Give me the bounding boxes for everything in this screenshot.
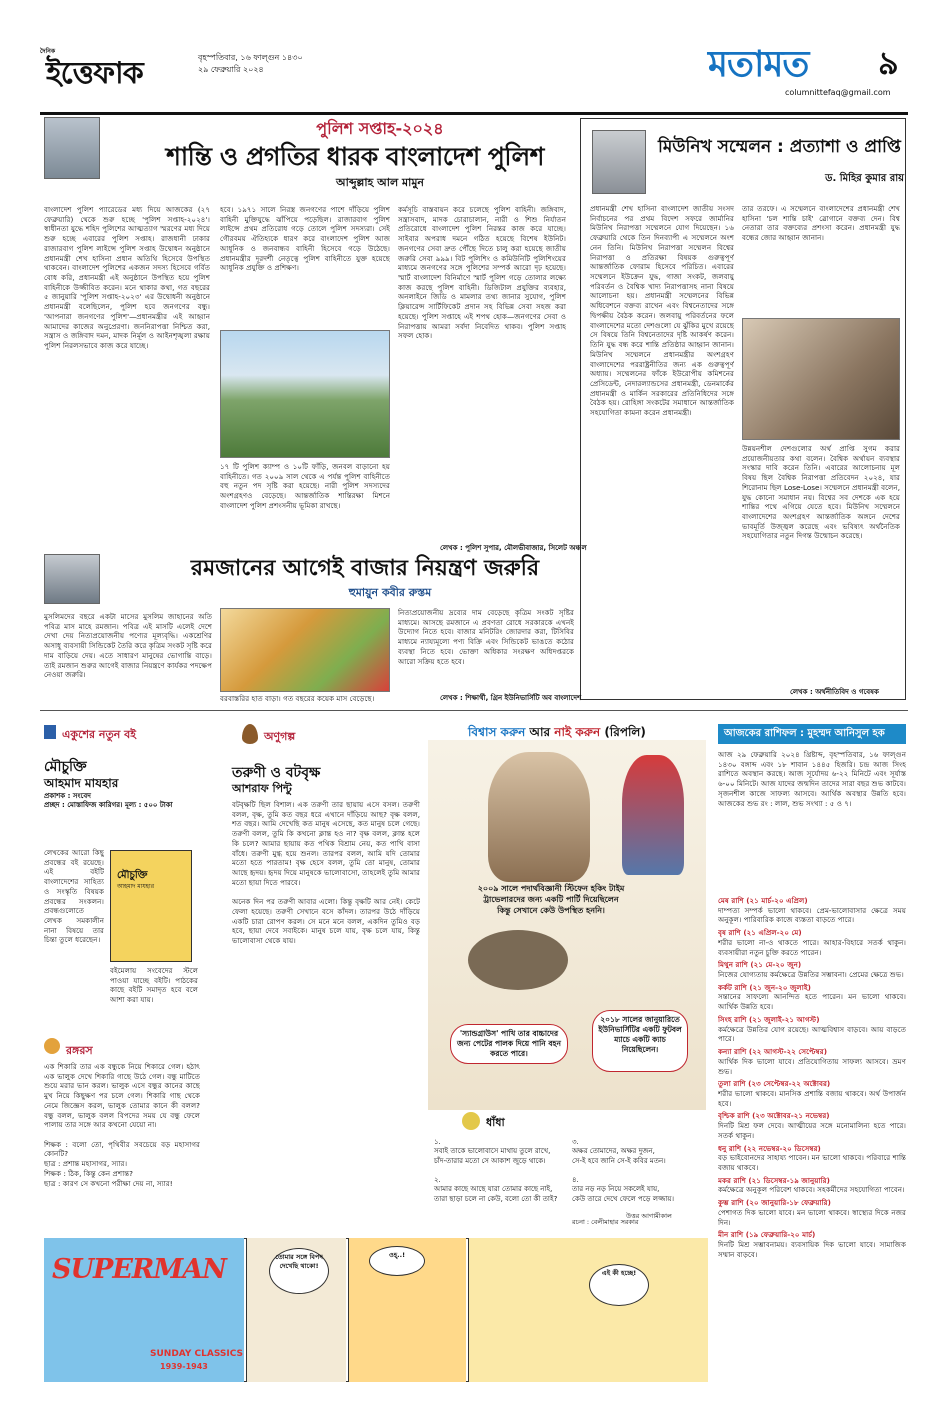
riddle-text: ৩. অক্ষর তোমাদের, অক্ষর দুজন, সে-ই হবে জানি সে-ই কবির মতন। ৪. তার নড় নড় নিয়ে সকলেই যায়, কেউ তারে দেখে ফেলে পড়ে লজ্জায়। xyxy=(572,1138,674,1203)
horoscope-sign-name: মিথুন রাশি (২১ মে-২০ জুন) xyxy=(718,960,802,970)
article-body-column: বাংলাদেশ পুলিশ প্যারেডের মধ্য দিয়ে আজকের (২৭ ফেব্রুয়ারি) থেকে শুরু হচ্ছে 'পুলিশ সপ্তাহ-২০২৪'। স্বাধীনতা যুদ্ধে শহিদ পুলিশের আত্মত্যাগ স্মরণের মধ্য দিয়ে শুরু হচ্ছে এবারের পুলিশ সপ্তাহ। রাজধানী ঢাকার রাজারবাগ পুলিশ লাইন্সে পুলিশ সপ্তাহ উদ্বোধন অনুষ্ঠানে প্রধানমন্ত্রী শেখ হাসিনা প্রধান অতিথি হিসেবে উপস্থিত থাকবেন। বাংলাদেশ পুলিশের একজন সদস্য হিসেবে গর্বিত বোধ করি, প্রধানমন্ত্রী এই অনুষ্ঠানে উপস্থিত হয়ে পুলিশ বাহিনীকে উজ্জীবিত করেন। মনে থাকার কথা, গত বছরের ৫ জানুয়ারি 'পুলিশ সপ্তাহ-২০২৩' এর উদ্বোধনী অনুষ্ঠানে প্রধানমন্ত্রী বলেছিলেন, পুলিশ হবে জনগণের বন্ধু। 'আপনারা জনগণের পুলিশ'—প্রধানমন্ত্রীর এই আহ্বান আমাদের কাজের অনুপ্রেরণা। জননিরাপত্তা নিশ্চিত করা, সন্ত্রাস ও জঙ্গিবাদ দমন, মাদক নির্মূল ও আইনশৃঙ্খলা রক্ষায় পুলিশ নিরলসভাবে কাজ করে যাচ্ছে। xyxy=(44,205,210,351)
horoscope-sign-text: দিনটি মিশ্র ফল দেবে। আত্মীয়ের সঙ্গে মনোমালিন্য হতে পারে। সতর্ক থাকুন। xyxy=(718,1121,906,1140)
section-divider xyxy=(40,710,908,711)
horoscope-sign-name: কর্কট রাশি (২১ জুন-২০ জুলাই) xyxy=(718,982,811,992)
micro-story-label: অণুগল্প xyxy=(264,730,296,743)
horoscope-sign-name: কন্যা রাশি (২২ আগস্ট-২২ সেপ্টেম্বর) xyxy=(718,1047,827,1057)
horoscope-sign-text: পেশাগত দিক ভালো যাবে। মন ভালো থাকবে। স্বাস্থ্যের দিকে নজর দিন। xyxy=(718,1207,906,1227)
article-byline: হুমায়ুন কবীর রুস্তম xyxy=(348,586,432,599)
book-publisher xyxy=(44,792,199,811)
police-parade-photo xyxy=(220,330,390,458)
ripley-title xyxy=(468,724,646,740)
speech-bubble: তোমার সঙ্গে বিপদ দেখেছি থাকো! xyxy=(269,1248,329,1294)
author-note: লেখক : অর্থনীতিবিদ ও গবেষক xyxy=(790,688,879,696)
logo-text: ইত্তেফাক xyxy=(46,56,143,91)
football-player-illustration xyxy=(622,755,684,875)
article-body-column: প্রধানমন্ত্রী শেখ হাসিনা বাংলাদেশ জাতীয় সংসদ নির্বাচনের পর প্রথম বিদেশ সফরে জার্মানির মিউনিখ নিরাপত্তা সম্মেলনে যোগ দিয়েছেন। ১৬ ফেব্রুয়ারি থেকে তিন দিনব্যাপী এ সম্মেলনে অংশ নেন তিনি। মিউনিখ নিরাপত্তা সম্মেলন বিশ্বের নিরাপত্তা ও প্রতিরক্ষা বিষয়ক গুরুত্বপূর্ণ আন্তর্জাতিক ফোরাম হিসেবে পরিচিত। এবারের সম্মেলনে ইউক্রেন যুদ্ধ, গাজা সংকট, জলবায়ু পরিবর্তন ও বৈশ্বিক খাদ্য নিরাপত্তাসহ নানা বিষয়ে আলোচনা হয়। প্রধানমন্ত্রী সম্মেলনের বিভিন্ন অধিবেশনে বক্তব্য রাখেন এবং বিশ্বনেতাদের সঙ্গে দ্বিপক্ষীয় বৈঠক করেন। জলবায়ু পরিবর্তনের ফলে বাংলাদেশের মতো দেশগুলো যে ঝুঁকির মুখে রয়েছে সে বিষয়ে তিনি বিশ্বনেতাদের দৃষ্টি আকর্ষণ করেন। তিনি যুদ্ধ বন্ধ করে শান্তি প্রতিষ্ঠার আহ্বান জানান। মিউনিখ সম্মেলনে প্রধানমন্ত্রীর অংশগ্রহণ বাংলাদেশের পররাষ্ট্রনীতির জন্য এক গুরুত্বপূর্ণ অধ্যায়। সম্মেলনের ফাঁকে ইউরোপীয় কমিশনের প্রেসিডেন্ট, নেদারল্যান্ডসের প্রধানমন্ত্রী, ডেনমার্কের প্রধানমন্ত্রী ও মার্কিন সরকারের প্রতিনিধিদের সঙ্গে বৈঠক হয়। রোহিঙ্গা সংকটের সমাধানে আন্তর্জাতিক সহযোগিতা কামনা করেন প্রধানমন্ত্রী। xyxy=(590,204,734,418)
market-price-photo xyxy=(220,608,390,692)
book-author: আহমাদ মাযহার xyxy=(44,776,119,790)
horoscope-sign-name: ধনু রাশি (২২ নভেম্বর-২০ ডিসেম্বর) xyxy=(718,1143,821,1153)
superman-logo: SUPERMAN xyxy=(52,1254,226,1285)
horoscope-sign-text: নিজের যোগ্যতায় কর্মক্ষেত্রে উন্নতির সম্ভাবনা। প্রেমের ক্ষেত্রে শুভ। xyxy=(718,970,904,980)
ripley-title-part: নাই করুন xyxy=(554,725,601,739)
section-title: মতামত xyxy=(708,43,809,85)
date-bangla: বৃহস্পতিবার, ১৬ ফাল্গুন ১৪৩০ xyxy=(198,53,303,62)
book-cover-title: মৌচুক্তি xyxy=(117,870,148,881)
comic-subtitle: SUNDAY CLASSICS xyxy=(150,1349,244,1359)
horoscope-sign-text: কর্মক্ষেত্রে অনুকূল পরিবেশ থাকবে। সহকর্মীদের সহযোগিতা পাবেন। xyxy=(718,1185,905,1195)
horoscope-sign-name: তুলা রাশি (২৩ সেপ্টেম্বর-২২ অক্টোবর) xyxy=(718,1079,831,1089)
book-price: প্রচ্ছদ : মোস্তাফিজ কারিগর। মূল্য : ৫০০ টাকা xyxy=(44,801,173,810)
speech-bubble: এই কী হচ্ছে! xyxy=(589,1264,649,1306)
book-cover-author: আহমাদ মাযহার xyxy=(117,883,155,890)
article-body-column: ১৭ টি পুলিশ ক্যাম্প ও ১০টি ফাঁড়ি, জনবল বাড়ানো হয় বাহিনীতে। গত ২০০৯ সাল থেকে এ পর্যন্ত পুলিশ বাহিনীতে বহু নতুন পদ সৃষ্টি করা হয়েছে। নারী পুলিশ সদস্যদের অংশগ্রহণও বেড়েছে। আন্তর্জাতিক শান্তিরক্ষা মিশনে বাংলাদেশ পুলিশ প্রশংসনীয় ভূমিকা রাখছে। xyxy=(220,462,390,510)
book-section-label: একুশের নতুন বই xyxy=(62,728,136,741)
speech-bubble: ওহ্‌..! xyxy=(369,1246,425,1276)
author-note: লেখক : শিক্ষার্থী, গ্রিন ইউনিভার্সিটি অব বাংলাদেশ xyxy=(440,694,582,702)
horoscope-sign-text: বড় ভাইবোনদের সাহায্য পাবেন। মন ভালো থাকবে। পরিবারে শান্তি বজায় থাকবে। xyxy=(718,1153,906,1172)
author-photo xyxy=(44,554,100,604)
horoscope-sign-name: সিংহ রাশি (২১ জুলাই-২১ আগস্ট) xyxy=(718,1014,820,1024)
article-body-column: কর্মসূচি বাস্তবায়ন করে চলেছে পুলিশ বাহিনী। জঙ্গিবাদ, সন্ত্রাসবাদ, মাদক চোরাচালান, নারী ও শিশু নির্যাতন প্রতিরোধে বাংলাদেশ পুলিশ নিরন্তর কাজ করে যাচ্ছে। সাইবার অপরাধ দমনে গঠিত হয়েছে বিশেষ ইউনিট। জনগণের সেবা দ্রুত পৌঁছে দিতে চালু করা হয়েছে জাতীয় জরুরি সেবা ৯৯৯। বিট পুলিশিং ও কমিউনিটি পুলিশিংয়ের মাধ্যমে জনগণের সঙ্গে পুলিশের সম্পর্ক আরো দৃঢ় হয়েছে। স্মার্ট বাংলাদেশ বিনির্মাণে স্মার্ট পুলিশ গড়ে তোলার লক্ষ্যে কাজ করছে পুলিশ বাহিনী। ডিজিটাল প্রযুক্তির ব্যবহার, অনলাইনে জিডি ও মামলার তথ্য জানার সুযোগ, পুলিশ ক্লিয়ারেন্স সার্টিফিকেট প্রদান সহ বিভিন্ন সেবা সহজ করা হয়েছে। পুলিশ সপ্তাহে এই শপথ হোক—জনগণের সেবা ও নিরাপত্তায় আমরা সর্বদা নিবেদিত থাকব। পুলিশ সপ্তাহ সফল হোক। xyxy=(398,205,566,341)
book-review-text: লেখকের আরো কিছু প্রবন্ধের বই রয়েছে। এই বইটি বাংলাদেশের সাহিত্য ও সংস্কৃতি বিষয়ক প্রবন্ধের সংকলন। প্রবন্ধগুলোতে লেখক সমকালীন নানা বিষয়ে তার চিন্তা তুলে ধরেছেন। xyxy=(44,848,104,945)
comic-years: 1939-1943 xyxy=(160,1362,208,1371)
horoscope-sign-text: সন্তানের সাফল্যে আনন্দিত হতে পারেন। মন ভালো থাকবে। আর্থিক উন্নতি হবে। xyxy=(718,992,906,1012)
book-icon xyxy=(44,725,56,739)
stephen-hawking-illustration xyxy=(488,752,590,882)
horoscope-sign-text: দিনটি মিশ্র সম্ভাবনাময়। ব্যবসায়িক দিক ভালো যাবে। সামাজিক সম্মান বাড়বে। xyxy=(718,1240,906,1259)
article-byline: আব্দুল্লাহ আল মামুন xyxy=(335,176,424,189)
author-photo xyxy=(44,117,100,179)
horoscope-sign-name: বৃশ্চিক রাশি (২৩ অক্টোবর-২১ নভেম্বর) xyxy=(718,1111,830,1121)
horoscope-sign-text: কর্মক্ষেত্রে উন্নতির যোগ রয়েছে। আত্মবিশ্বাস বাড়বে। আয় বাড়তে পারে। xyxy=(718,1024,906,1044)
horoscope-sign-name: কুম্ভ রাশি (২০ জানুয়ারি-১৮ ফেব্রুয়ারি) xyxy=(718,1198,831,1208)
horoscope-sign-text: শরীর ভালো থাকবে। মানসিক প্রশান্তি বজায় থাকবে। অর্থ উপার্জন হবে। xyxy=(718,1088,906,1108)
comic-panel xyxy=(348,1238,466,1382)
article-kicker: পুলিশ সপ্তাহ-২০২৪ xyxy=(316,119,444,138)
date-box xyxy=(198,52,303,76)
riddle-icon xyxy=(462,1112,480,1130)
column-email[interactable]: columnittefaq@gmail.com xyxy=(785,88,891,97)
date-english: ২৯ ফেব্রুয়ারি ২০২৪ xyxy=(198,65,264,74)
horoscope-sign-name: মেষ রাশি (২১ মার্চ-২০ এপ্রিল) xyxy=(718,896,808,905)
book-review-text: বইমেলায় সংবেদের স্টলে পাওয়া যাচ্ছে বইটি। পাঠকের কাছে বইটি সমাদৃত হবে বলে আশা করা যায়। xyxy=(110,966,198,1005)
micro-story-title[interactable]: তরুণী ও বটবৃক্ষ xyxy=(232,765,321,781)
humor-text: এক শিকারি তার এক বন্ধুকে নিয়ে শিকারে গেল। হঠাৎ এক ভালুক দেখে শিকারি গাছে উঠে গেল। বন্ধু মাটিতে শুয়ে মরার ভান করল। ভালুক এসে বন্ধুর কানের কাছে মুখ নিয়ে কিছুক্ষণ পর চলে গেল। শিকারি গাছ থেকে নেমে জিজ্ঞেস করল, ভালুক তোমার কানে কী বলল? বন্ধু বলল, ভালুক বলল বিপদের সময় যে বন্ধু ফেলে পালায় তার সঙ্গে আর কখনো যেয়ো না। শিক্ষক : বলো তো, পৃথিবীর সবচেয়ে বড় মহাসাগর কোনটি? ছাত্র : প্রশান্ত মহাসাগর, স্যার। শিক্ষক : ঠিক, কিন্তু কেন প্রশান্ত? ছাত্র : কারণ সে কখনো পরীক্ষা দেয় না, স্যার! xyxy=(44,1062,200,1188)
article-body-column: মুসলিমদের বছরে একটা মাসের মুসলিম জাহানের অতি পবিত্র মাস মাহে রমজান। পবিত্র এই মাসটি এলেই দেশে দেখা দেয় নিত্যপ্রয়োজনীয় পণ্যের মূল্যবৃদ্ধি। একশ্রেণির অসাধু ব্যবসায়ী সিন্ডিকেট তৈরি করে কৃত্রিম সংকট সৃষ্টি করে দাম বাড়িয়ে দেয়। এতে সাধারণ মানুষের ভোগান্তি বাড়ে। তাই রমজান শুরুর আগেই বাজার নিয়ন্ত্রণে কার্যকর পদক্ষেপ নেওয়া জরুরি। xyxy=(44,612,212,680)
ripley-title-part: আর xyxy=(529,725,551,739)
masthead xyxy=(40,38,908,118)
ripley-caption: ২০০৯ সালে পদার্থবিজ্ঞানী স্টিফেন হকিং টাইম ট্রাভেলারদের জন্য একটি পার্টি দিয়েছিলেন কিন্তু সেখানে কেউ উপস্থিত হননি। xyxy=(477,884,625,915)
book-publisher-name: প্রকাশক : সংবেদ xyxy=(44,792,91,800)
article-headline[interactable]: রমজানের আগেই বাজার নিয়ন্ত্রণ জরুরি xyxy=(190,555,540,581)
micro-story-author: আশরাফ পিন্টু xyxy=(232,782,292,795)
article-body-column: উন্নয়নশীল দেশগুলোর অর্থ প্রাপ্তি সুগম করার প্রয়োজনীয়তার কথা বলেন। বৈশ্বিক অর্থায়ন ব্যবস্থার সংস্কার দাবি করেন তিনি। এবারের আলোচনায় মূল বিষয় ছিল বৈশ্বিক নিরাপত্তা প্রতিবেদন ২০২৪, যার শিরোনাম ছিল Lose-Lose। সম্মেলনে প্রধানমন্ত্রী বলেন, যুদ্ধ কোনো সমাধান নয়। বিশ্বের সব দেশকে এক হয়ে শান্তির পথে এগিয়ে যেতে হবে। মিউনিখ সম্মেলনে বাংলাদেশের অংশগ্রহণ আন্তর্জাতিক অঙ্গনে দেশের ভাবমূর্তি উজ্জ্বল করেছে এবং ভবিষ্যৎ অর্থনৈতিক সহযোগিতার নতুন দিগন্ত উন্মোচন করেছে। xyxy=(742,444,900,541)
riddle-credit: রচনা : বেলীমাহার সরকার xyxy=(572,1218,639,1226)
riddle-text: ১. সবাই তাকে ভালোবাসে মাথায় তুলে রাখে, চাঁদ-তারার মতো সে আকাশ জুড়ে থাকে। ২. আমার কাছে আছে যারা তোমার কাছে নাই, তারা ছাড়া চলে না কেউ, বলো তো কী তাই? xyxy=(434,1138,558,1203)
munich-conference-photo xyxy=(742,318,900,440)
horoscope-intro: আজ ২৯ ফেব্রুয়ারি ২০২৪ খ্রিষ্টাব্দ, বৃহস্পতিবার, ১৬ ফাল্গুন ১৪৩০ বঙ্গাব্দ এবং ১৮ শাবান ১৪৪৫ হিজরি। চন্দ্র আজ সিংহ রাশিতে অবস্থান করছে। আজ সূর্যোদয় ৬-২২ মিনিটে এবং সূর্যাস্ত ৬-০০ মিনিটে। আজ যাদের জন্মদিন তাদের সারা বছর শুভ কাটবে। সৃজনশীল কাজে সাফল্য আসবে। আর্থিক অবস্থার উন্নতি হবে। আজকের শুভ রং : লাল, শুভ সংখ্যা : ৫ ও ৭। xyxy=(718,750,906,808)
horoscope-header: আজকের রাশিফল : মুহম্মদ আনিসুল হক xyxy=(718,724,906,744)
photo-caption: বরবাস্তরির হাত বাড়া। গত বছরের কয়েক মাস বেড়েছে। xyxy=(220,694,375,703)
page-number: ৯ xyxy=(878,44,899,82)
horoscope-sign-text: শরীর ভালো না-ও থাকতে পারে। আহার-বিহারে সতর্ক থাকুন। ব্যবসায়ীরা নতুন চুক্তি করতে পারেন। xyxy=(718,937,906,957)
humor-section-label: রঙ্গরস xyxy=(66,1044,93,1057)
horoscope-sign-name: মীন রাশি (১৯ ফেব্রুয়ারি-২০ মার্চ) xyxy=(718,1230,816,1240)
horoscope-sign-list xyxy=(718,893,906,1381)
author-photo xyxy=(592,130,646,194)
riddle-section-label: ধাঁধা xyxy=(486,1116,505,1129)
ripley-caption: ২০১৮ সালের জানুয়ারিতে ইউনিভার্সিটির একটি ফুটবল ম্যাচে একটি ক্যাচ নিয়েছিলেন। xyxy=(592,1010,688,1072)
comic-panel xyxy=(246,1238,346,1382)
ripley-caption: 'স্যান্ডগ্রাউস' পাখি তার বাচ্চাদের জন্য পেটের পালক দিয়ে পানি বহন করতে পারে। xyxy=(450,1024,568,1064)
newspaper-logo[interactable] xyxy=(40,48,190,90)
horoscope-sign-name: বৃষ রাশি (২১ এপ্রিল-২০ মে) xyxy=(718,928,802,938)
masthead-rule xyxy=(40,112,908,115)
article-body-column: হবে। ১৯৭১ সালে নিরস্ত্র জনগণের পাশে দাঁড়িয়ে পুলিশ বাহিনী মুক্তিযুদ্ধে ঝাঁপিয়ে পড়েছিল। রাজারবাগ পুলিশ লাইন্সে প্রথম প্রতিরোধ গড়ে তোলে পুলিশ সদস্যরা। সেই গৌরবময় ঐতিহ্যকে ধারণ করে বাংলাদেশ পুলিশ আজ আধুনিক ও জনবান্ধব বাহিনী হিসেবে গড়ে উঠেছে। প্রধানমন্ত্রীর দূরদর্শী নেতৃত্বে পুলিশ বাহিনীতে যুক্ত হয়েছে আধুনিক প্রযুক্তি ও প্রশিক্ষণ। xyxy=(220,205,390,273)
ripley-title-part: বিশ্বাস করুন xyxy=(468,725,526,739)
comic-panel xyxy=(468,1238,708,1382)
riddle-answer-note: উত্তর আগামীকাল xyxy=(626,1212,672,1220)
book-cover xyxy=(110,850,192,962)
horoscope-sign-text: দাম্পত্য সম্পর্ক ভালো থাকবে। প্রেম-ভালোবাসার ক্ষেত্রে সময় অনুকূল। পারিবারিক কাজে ব্যস্ততা বাড়তে পারে। xyxy=(718,905,906,925)
micro-story-text: বটবৃক্ষটি ছিল বিশাল। এক তরুণী তার ছায়ায় এসে বসল। তরুণী বলল, বৃক্ষ, তুমি কত বছর ধরে এখানে দাঁড়িয়ে আছ? বৃক্ষ বলল, শত বছর। আমি দেখেছি কত মানুষ এসেছে, কত মানুষ চলে গেছে। তরুণী বলল, তুমি কি কখনো ক্লান্ত হও না? বৃক্ষ বলল, ক্লান্ত হলে কি চলে? আমার ছায়ায় কত পথিক বিশ্রাম নেয়, কত পাখি বাসা বাঁধে। তরুণী মুগ্ধ হয়ে শুনল। তারপর বলল, আমি যদি তোমার মতো হতে পারতাম! বৃক্ষ হেসে বলল, তুমি তো মানুষ, তোমার আছে হৃদয়। হৃদয় দিয়ে মানুষকে ভালোবাসো, তাহলেই তুমি আমার মতো ছায়া দিতে পারবে। অনেক দিন পর তরুণী আবার এলো। কিন্তু বৃক্ষটি আর নেই। কেটে ফেলা হয়েছে। তরুণী সেখানে বসে কাঁদল। তারপর উঠে দাঁড়িয়ে একটি চারা রোপণ করল। সে মনে মনে বলল, একদিন তুমিও বড় হবে, ছায়া দেবে সবাইকে। মানুষ চলে যায়, বৃক্ষ চলে যায়, কিন্তু ভালোবাসা থেকে যায়। xyxy=(232,800,420,946)
horoscope-sign-name: মকর রাশি (২১ ডিসেম্বর-১৯ জানুয়ারি) xyxy=(718,1175,830,1185)
article-headline[interactable]: মিউনিখ সম্মেলন : প্রত্যাশা ও প্রাপ্তি xyxy=(658,137,901,157)
article-body-column: তার তরফে। এ সম্মেলনে বাংলাদেশের প্রধানমন্ত্রী শেখ হাসিনা 'চল শান্তি চাই' স্লোগানে বক্তব্য দেন। বিশ্ব নেতারা তার বক্তব্যের প্রশংসা করেন। প্রধানমন্ত্রী যুদ্ধ বন্ধের জোর আহ্বান জানান। xyxy=(742,204,900,243)
article-headline[interactable]: শান্তি ও প্রগতির ধারক বাংলাদেশ পুলিশ xyxy=(166,142,544,171)
article-body-column: নিত্যপ্রয়োজনীয় দ্রব্যের দাম বেড়েছে কৃত্রিম সংকট সৃষ্টির মাধ্যমে। আসছে রমজানে এ প্রবণতা রোধে সরকারকে এখনই উদ্যোগ নিতে হবে। বাজার মনিটরিং জোরদার করা, টিসিবির মাধ্যমে ন্যায্যমূল্যে পণ্য বিক্রি এবং সিন্ডিকেট ভাঙতে কঠোর ব্যবস্থা নিতে হবে। ভোক্তা অধিকার সংরক্ষণ অধিদপ্তরকে আরো সক্রিয় হতে হবে। xyxy=(398,608,574,666)
sandgrouse-bird-illustration xyxy=(468,930,568,990)
mask-icon xyxy=(44,1038,60,1054)
drop-icon xyxy=(242,724,258,744)
logo-small-text: দৈনিক xyxy=(40,48,56,55)
book-title[interactable]: মৌচুক্তি xyxy=(44,759,87,775)
author-note: লেখক : পুলিশ সুপার, মৌলভীবাজার, সিলেট অঞ্চল xyxy=(440,544,587,552)
horoscope-sign-text: আর্থিক দিক ভালো যাবে। প্রতিযোগিতায় সাফল্য আসবে। ভ্রমণ শুভ। xyxy=(718,1056,906,1076)
ripley-title-part: (রিপলি) xyxy=(604,725,646,739)
article-byline: ড. মিহির কুমার রায় xyxy=(825,173,904,184)
